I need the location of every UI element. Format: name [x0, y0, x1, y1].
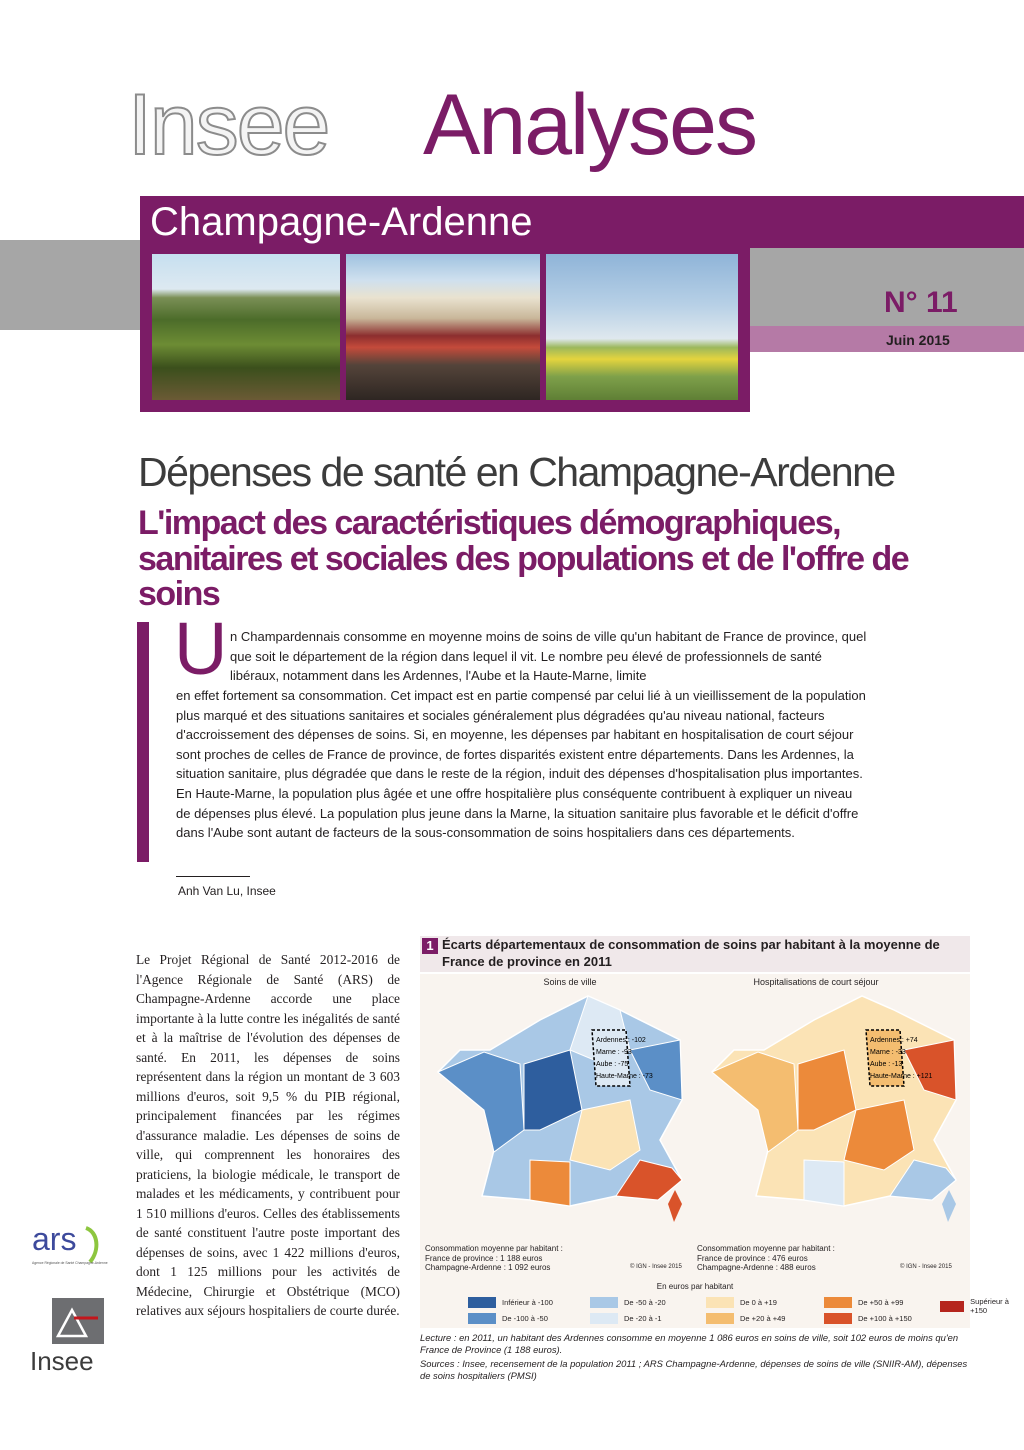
abstract-bar [137, 622, 149, 862]
legend-label: De -20 à -1 [624, 1314, 662, 1323]
map2-note-line: Champagne-Ardenne : 488 euros [697, 1263, 816, 1272]
ars-logo-tagline: Agence Régionale de Santé Champagne-Ardenne [32, 1261, 108, 1265]
legend-item [824, 1313, 954, 1324]
map-region-southwest [804, 1160, 844, 1206]
map2-note-line: France de province : 476 euros [697, 1253, 808, 1263]
map1-note-line: Champagne-Ardenne : 1 092 euros [425, 1263, 551, 1272]
legend-swatch [706, 1313, 734, 1324]
legend-swatch [824, 1297, 852, 1308]
insee-logo-text: Insee [30, 1346, 94, 1376]
map2-source: © IGN - Insee 2015 [900, 1264, 952, 1270]
legend-title: En euros par habitant [656, 1282, 734, 1291]
photo-vineyard [152, 254, 340, 400]
insee-logo [28, 1296, 112, 1376]
legend-label: De -100 à -50 [502, 1314, 548, 1323]
legend-item [940, 1297, 1020, 1315]
map-hospitalisations [694, 990, 966, 1240]
legend-swatch [468, 1313, 496, 1324]
abstract-text-first: n Champardennais consomme en moyenne moins de soins de ville qu'un habitant de France de province, quel que soit le département de la région dans lequel il vit. Le nombre peu élevé de professionnels de santé libéraux, notamment dans les Ardennes, l'Aube et la Haute-Marne, limite [230, 629, 867, 684]
legend-item [468, 1313, 598, 1324]
map-label-hospitalisations: Hospitalisations de court séjour [753, 977, 879, 987]
legend-swatch [590, 1297, 618, 1308]
legend-item [706, 1297, 836, 1308]
legend-label: Supérieur à +150 [970, 1297, 1009, 1315]
figure-lecture: Lecture : en 2011, un habitant des Ardennes consomme en moyenne 1 086 euros en soins de ville, soit 102 euros de moins qu'en France de Province (1 188 euros). [420, 1332, 959, 1355]
map-region-west [438, 1052, 524, 1152]
photo-festival [346, 254, 540, 400]
masthead-insee: Insee [128, 77, 329, 173]
issue-number: N° 11 [884, 286, 958, 319]
legend-swatch [468, 1297, 496, 1308]
ars-logo-swoosh [86, 1228, 96, 1262]
legend-swatch [940, 1301, 964, 1312]
legend-item [824, 1297, 954, 1308]
figure-number: 1 [422, 938, 438, 954]
masthead-analyses: Analyses [423, 77, 756, 173]
map1-source: © IGN - Insee 2015 [630, 1264, 682, 1270]
figure-sources: Sources : Insee, recensement de la population 2011 ; ARS Champagne-Ardenne, dépenses de soins de ville (SNIIR-AM), dépenses de soins hospitaliers (PMSI) [420, 1358, 968, 1381]
legend-item [590, 1313, 720, 1324]
abstract-dropcap: U [174, 607, 228, 690]
legend-item [706, 1313, 836, 1324]
map1-note-line: Consommation moyenne par habitant : [425, 1244, 563, 1253]
map1-note [425, 1244, 585, 1273]
ars-logo [30, 1220, 110, 1276]
legend-label: De +20 à +49 [740, 1314, 786, 1323]
author-rule [176, 876, 250, 877]
map1-note-line: France de province : 1 188 euros [425, 1253, 543, 1263]
legend-item [590, 1297, 720, 1308]
map-corsica [942, 1190, 956, 1222]
map2-annotation-marne: Marne : -33 [870, 1049, 906, 1056]
legend-item [468, 1297, 598, 1308]
legend-label: De +100 à +150 [858, 1314, 912, 1323]
map-label-soins-de-ville: Soins de ville [543, 977, 597, 987]
photo-wind-turbines [546, 254, 738, 400]
map2-note-line: Consommation moyenne par habitant : [697, 1244, 835, 1253]
legend-label: De 0 à +19 [740, 1298, 777, 1307]
legend-label: De +50 à +99 [858, 1298, 904, 1307]
map2-annotation-aube: Aube : -13 [870, 1061, 903, 1068]
map-region-southwest [530, 1160, 570, 1206]
map1-annotation-marne: Marne : -93 [596, 1049, 632, 1056]
legend-label: De -50 à -20 [624, 1298, 666, 1307]
map2-note [697, 1244, 857, 1273]
article-subtitle: L'impact des caractéristiques démographiques, sanitaires et sociales des populations et de l'offre de soins [138, 504, 909, 614]
legend-swatch [824, 1313, 852, 1324]
legend-swatch [590, 1313, 618, 1324]
map-corsica [668, 1190, 682, 1222]
figure-title: Écarts départementaux de consommation de soins par habitant à la moyenne de France de province en 2011 [442, 937, 940, 969]
abstract-text-rest: en effet fortement sa consommation. Cet impact est en partie compensé par celui lié à un vieillissement de la population plus marqué et des situations sanitaires et sociales généralement plus dégradées qu'au niveau national, facteurs d'accroissement des dépenses de soins. Si, en moyenne, les dépenses par habitant en hospitalisation de court séjour sont proches de celles de France de province, de fortes disparités existent entre départements. Dans les Ardennes, la situation sanitaire, plus dégradée que dans le reste de la région, induit des dépenses d'hospitalisation plus importantes. En Haute-Marne, la population plus âgée et une offre hospitalière plus conséquente contribuent à expliquer un niveau de dépenses plus élevé. La population plus jeune dans la Marne, la situation sanitaire plus favorable et le déficit d'offre dans l'Aube sont autant de facteurs de la sous-consommation de soins hospitaliers dans ces départements. [176, 688, 866, 841]
issue-date: Juin 2015 [886, 332, 950, 348]
map2-annotation-haute-marne: Haute-Marne : +121 [870, 1073, 933, 1080]
ars-logo-text: ars [32, 1221, 77, 1257]
legend-label: Inférieur à -100 [502, 1298, 553, 1307]
map-soins-de-ville [420, 990, 692, 1240]
legend-swatch [706, 1297, 734, 1308]
region-title: Champagne-Ardenne [150, 200, 533, 244]
article-title: Dépenses de santé en Champagne-Ardenne [138, 449, 895, 495]
author: Anh Van Lu, Insee [178, 884, 276, 898]
map-region-west [712, 1052, 798, 1152]
map1-annotation-haute-marne: Haute-Marne : -73 [596, 1073, 653, 1080]
map1-annotation-aube: Aube : -75 [596, 1061, 629, 1068]
map2-annotation-ardennes: Ardennes : +74 [870, 1037, 918, 1044]
map1-annotation-ardennes: Ardennes : -102 [596, 1037, 646, 1044]
body-text: Le Projet Régional de Santé 2012-2016 de l'Agence Régionale de Santé (ARS) de Champagne-Ardenne accorde une place importante à la lutte contre les inégalités de santé et à la maîtrise de l'évolution des dépenses de santé. En 2011, les dépenses de soins représentent dans la région un montant de 3 603 millions d'euros, soit 9,5 % du PIB régional, principalement financées par les régimes d'assurance maladie. Les dépenses de soins de ville, qui comprennent les honoraires des praticiens, la biologie médicale, le transport de malades et les médicaments, y contribuent pour 1 510 millions d'euros. Celles des établissements de santé constituent l'autre poste important des dépenses de soins, avec 1 422 millions d'euros, dont 1 125 millions pour les activités de Médecine, Chirurgie et Obstétrique (MCO) relatives aux séjours hospitaliers de courte durée. [136, 952, 400, 1318]
